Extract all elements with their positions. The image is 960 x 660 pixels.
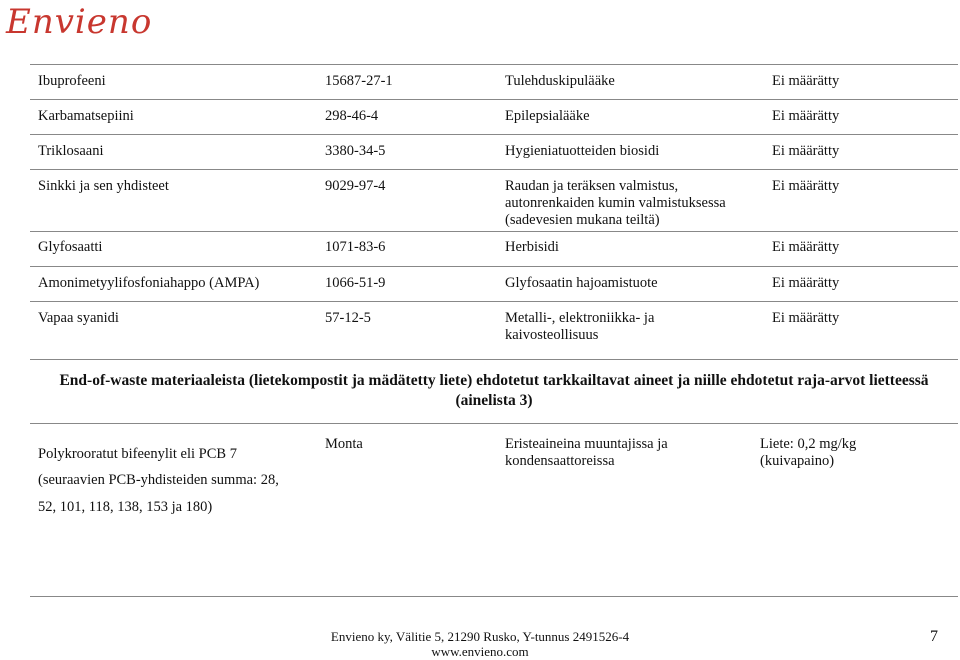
pcb-cas: Monta: [325, 436, 363, 452]
cas-number: 1066-51-9: [325, 275, 386, 291]
limit-value: Ei määrätty: [772, 73, 840, 89]
limit-value: Ei määrätty: [772, 108, 840, 124]
section-heading: End-of-waste materiaaleista (lietekompostit ja mädätetty liete) ehdotetut tarkkailtavat aineet ja niille ehdotetut raja-arvot lietteessä (ainelista 3): [59, 372, 929, 409]
source-use: Hygieniatuotteiden biosidi: [505, 143, 660, 159]
limit-value: Ei määrätty: [772, 239, 840, 255]
substance-name: Karbamatsepiini: [38, 108, 134, 124]
table-divider: [30, 359, 958, 360]
source-use: Tulehduskipulääke: [505, 73, 615, 89]
table-divider: [30, 64, 958, 65]
source-use: Epilepsialääke: [505, 108, 590, 124]
substance-name: Amonimetyylifosfoniahappo (AMPA): [38, 275, 260, 291]
pcb-name-line3: 52, 101, 118, 138, 153 ja 180): [38, 499, 213, 515]
limit-value: Ei määrätty: [772, 143, 840, 159]
cas-number: 9029-97-4: [325, 178, 386, 194]
page-number: 7: [930, 628, 938, 645]
table-divider: [30, 99, 958, 100]
footer-company: Envieno ky, Välitie 5, 21290 Rusko, Y-tunnus 2491526-4: [330, 629, 630, 644]
substance-name: Glyfosaatti: [38, 239, 103, 255]
limit-value: Ei määrätty: [772, 275, 840, 291]
envieno-logo: Envieno: [6, 2, 153, 42]
table-divider: [30, 423, 958, 424]
footer-divider: [30, 596, 958, 597]
substance-name: Vapaa syanidi: [38, 310, 119, 326]
cas-number: 3380-34-5: [325, 143, 386, 159]
table-divider: [30, 231, 958, 232]
pcb-limit: Liete: 0,2 mg/kg (kuivapaino): [760, 436, 857, 469]
source-use: Herbisidi: [505, 239, 559, 255]
table-divider: [30, 301, 958, 302]
cas-number: 57-12-5: [325, 310, 371, 326]
pcb-use: Eristeaineina muuntajissa ja kondensaattoreissa: [505, 436, 668, 469]
limit-value: Ei määrätty: [772, 310, 840, 326]
table-divider: [30, 134, 958, 135]
substance-name: Sinkki ja sen yhdisteet: [38, 178, 169, 194]
cas-number: 298-46-4: [325, 108, 379, 124]
footer-website[interactable]: www.envieno.com: [431, 644, 529, 659]
table-divider: [30, 266, 958, 267]
cas-number: 1071-83-6: [325, 239, 386, 255]
source-use: Metalli-, elektroniikka- ja kaivosteollisuus: [505, 310, 655, 343]
table-divider: [30, 169, 958, 170]
substance-name: Triklosaani: [38, 143, 104, 159]
source-use: Raudan ja teräksen valmistus, autonrenkaiden kumin valmistuksessa (sadevesien mukana teiltä): [505, 178, 726, 228]
limit-value: Ei määrätty: [772, 178, 840, 194]
pcb-name-line1: Polykrooratut bifeenylit eli PCB 7: [38, 446, 237, 462]
pcb-name-line2: (seuraavien PCB-yhdisteiden summa: 28,: [38, 472, 279, 488]
source-use: Glyfosaatin hajoamistuote: [505, 275, 658, 291]
cas-number: 15687-27-1: [325, 73, 393, 89]
substance-name: Ibuprofeeni: [38, 73, 106, 89]
